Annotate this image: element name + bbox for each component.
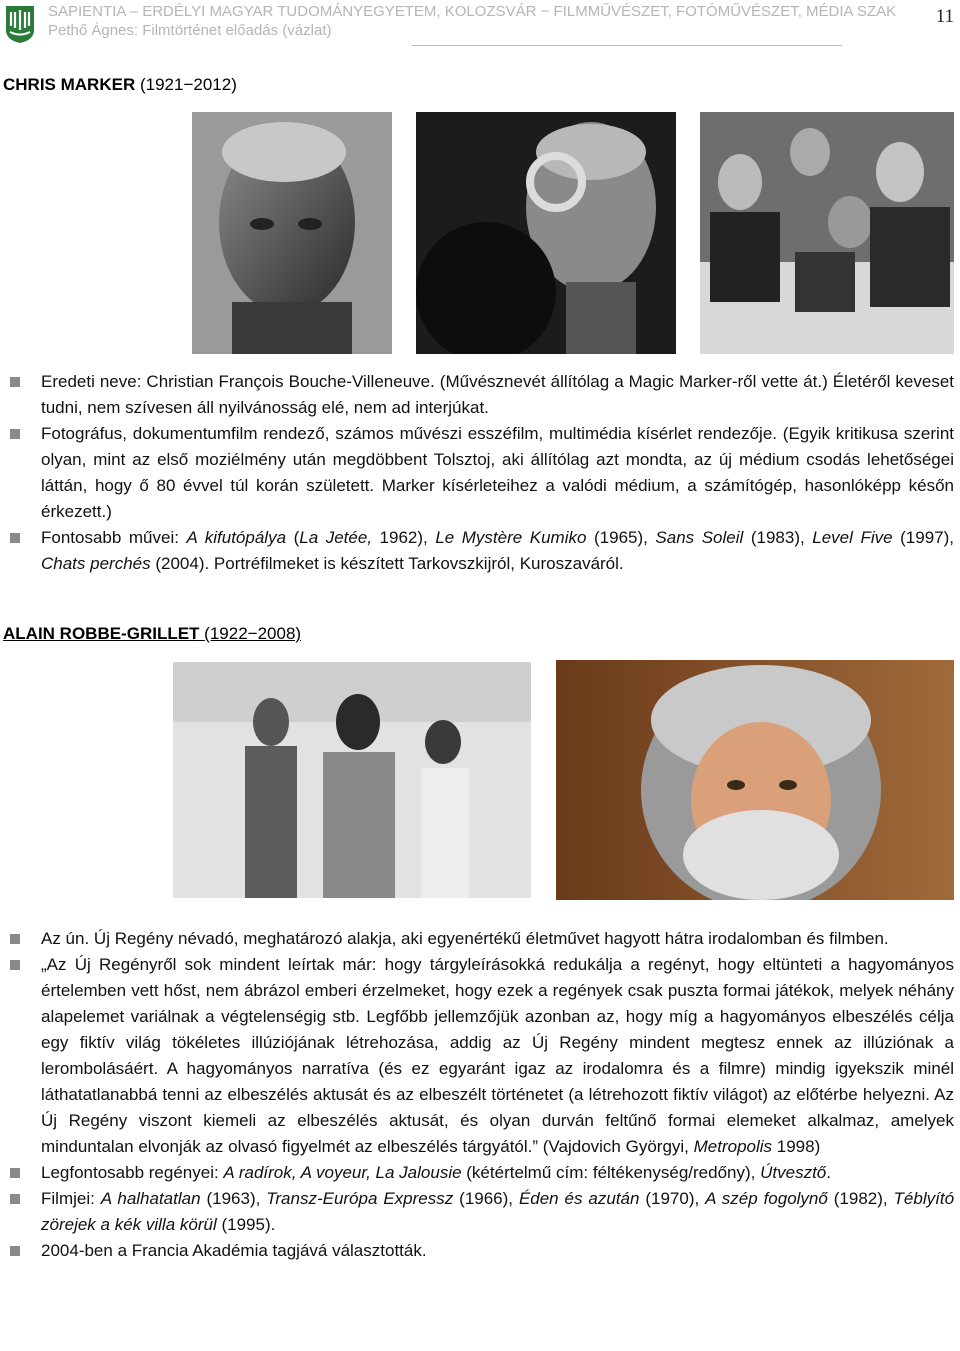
list-item-text: (kétértelmű cím: féltékenység/redőny), bbox=[461, 1163, 761, 1182]
work-title: Útvesztő bbox=[760, 1163, 827, 1182]
work-title: Sans Soleil bbox=[655, 528, 744, 547]
bullet-square-icon bbox=[10, 533, 20, 543]
photo-robbe-grillet-set bbox=[173, 662, 531, 898]
list-item-text: ( bbox=[286, 528, 300, 547]
list-item-text: . bbox=[826, 1163, 831, 1182]
photo-marker-portrait bbox=[192, 112, 392, 354]
list-item-text: Eredeti neve: Christian François Bouche-Villeneuve. (Művésznevét állítólag a Magic Marker-ről vette át.) Életéről keveset tudni, nem szívesen áll nyilvánosság elé, nem ad interjúkat. bbox=[41, 372, 954, 417]
section-title-marker bbox=[3, 75, 237, 95]
bullet-square-icon bbox=[10, 1194, 20, 1204]
list-item-text: „Az Új Regényről sok mindent leírtak már: hogy tárgyleírásokká redukálja a regényt, hogy eltünteti a hagyományos értelemben vett hőst, nem ábrázol emberi érzelmeket, hogy ezek a regények csak puszta formai játékok, melyek néhány alapelemet variálnak a végtelenségig stb. Legfőbb jellemzőjük azonban az, hogy míg a hagyományos elbeszélés célja egy fiktív világ tökéletes illúziójának létrehozása, addig az Új Regény mindent megtesz ennek az illúziónak a lerombolásáért. A hagyományos narratíva (és ez egyaránt igaz az irodalomra és a filmre) mindig igyekszik minél láthatatlanabbá tenni az elbeszélés aktusát és az elbeszélt történetet (a létrehozott fiktív világot) az előtérbe helyezni. Az Új Regény viszont kiemeli az elbeszélés aktusát, és olyan durván feltűnő formai elemeket alkalmaz, amelyek minduntalan elvonják az olvasó figyelmét az elbeszélés tárgyától.” (Vajdovich Györgyi, bbox=[41, 955, 954, 1156]
work-title: Chats perchés bbox=[41, 554, 151, 573]
list-item bbox=[10, 421, 954, 525]
list-item-text: (1963), bbox=[200, 1189, 267, 1208]
header-course: Pethő Ágnes: Filmtörténet előadás (vázlat) bbox=[48, 22, 332, 39]
list-item-text: (1970), bbox=[639, 1189, 706, 1208]
photo-marker-camera bbox=[416, 112, 676, 354]
list-item bbox=[10, 1186, 954, 1238]
list-item bbox=[10, 926, 954, 952]
list-item-text: Filmjei: bbox=[41, 1189, 101, 1208]
work-title: La Jetée, bbox=[299, 528, 373, 547]
section-title-robbe-grillet bbox=[3, 624, 301, 644]
marker-bullet-list bbox=[10, 369, 954, 577]
work-title: Level Five bbox=[812, 528, 893, 547]
list-item-text: (2004). Portréfilmeket is készített Tarkovszkijról, Kuroszaváról. bbox=[150, 554, 624, 573]
bullet-square-icon bbox=[10, 934, 20, 944]
bullet-square-icon bbox=[10, 377, 20, 387]
work-title: A kifutópálya bbox=[186, 528, 287, 547]
list-item bbox=[10, 369, 954, 421]
photo-robbe-grillet-portrait bbox=[556, 660, 954, 900]
work-title: A halhatatlan bbox=[100, 1189, 201, 1208]
list-item-text: Legfontosabb regényei: bbox=[41, 1163, 224, 1182]
section-name: CHRIS MARKER bbox=[3, 75, 136, 94]
header-institution: SAPIENTIA – ERDÉLYI MAGYAR TUDOMÁNYEGYETEM, KOLOZSVÁR − FILMMŰVÉSZET, FOTÓMŰVÉSZET, MÉDIA SZAK bbox=[48, 3, 897, 20]
list-item bbox=[10, 952, 954, 1160]
list-item-text: (1997), bbox=[892, 528, 954, 547]
section-years: (1921−2012) bbox=[139, 75, 237, 94]
bullet-square-icon bbox=[10, 1168, 20, 1178]
list-item-text: (1966), bbox=[453, 1189, 519, 1208]
work-title: Metropolis bbox=[693, 1137, 773, 1156]
list-item-text: Fontosabb művei: bbox=[41, 528, 187, 547]
list-item-text: 1962), bbox=[372, 528, 436, 547]
photo-marker-group bbox=[700, 112, 954, 354]
work-title: Transz-Európa Expressz bbox=[266, 1189, 454, 1208]
list-item-text: 1998) bbox=[772, 1137, 821, 1156]
list-item-text: (1965), bbox=[586, 528, 656, 547]
list-item bbox=[10, 1160, 954, 1186]
page-header bbox=[0, 0, 960, 48]
work-title: Éden és azután bbox=[518, 1189, 640, 1208]
bullet-square-icon bbox=[10, 429, 20, 439]
list-item-text: (1983), bbox=[743, 528, 813, 547]
work-title: Téblyító zörejek a kék villa körül bbox=[41, 1189, 955, 1234]
list-item-text: (1982), bbox=[827, 1189, 894, 1208]
list-item bbox=[10, 525, 954, 577]
section-name: ALAIN ROBBE-GRILLET bbox=[3, 624, 200, 643]
list-item bbox=[10, 1238, 954, 1264]
list-item-text: 2004-ben a Francia Akadémia tagjává választották. bbox=[41, 1241, 427, 1260]
work-title: A szép fogolynő bbox=[705, 1189, 828, 1208]
university-logo-icon bbox=[4, 4, 36, 44]
list-item-text: Az ún. Új Regény névadó, meghatározó alakja, aki egyenértékű életművet hagyott hátra irodalomban és filmben. bbox=[41, 929, 889, 948]
list-item-text: (1995). bbox=[216, 1215, 276, 1234]
section-years: (1922−2008) bbox=[204, 624, 302, 643]
header-rule bbox=[412, 45, 842, 46]
bullet-square-icon bbox=[10, 960, 20, 970]
list-item-text: Fotográfus, dokumentumfilm rendező, számos művészi esszéfilm, multimédia kísérlet rendezője. (Egyik kritikusa szerint olyan, mint az első moziélmény után megdöbbent Tolsztoj, aki állítólag azt mondta, az új médium csodás lehetőségei láttán, hogy ő 80 évvel túl korán született. Marker kísérleteihez a valódi médium, a számítógép, hasonlóképp későn érkezett.) bbox=[41, 424, 954, 521]
work-title: A radírok, A voyeur, La Jalousie bbox=[223, 1163, 462, 1182]
work-title: Le Mystère Kumiko bbox=[435, 528, 587, 547]
bullet-square-icon bbox=[10, 1246, 20, 1256]
page-number: 11 bbox=[935, 6, 954, 27]
robbe-grillet-bullet-list bbox=[10, 926, 954, 1264]
